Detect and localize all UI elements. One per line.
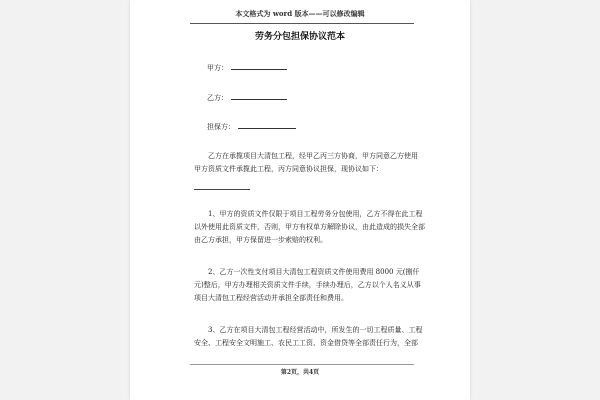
footer-rule xyxy=(190,364,414,365)
intro-line: 甲方资质文件承揽此工程，丙方同意协议担保，现协议如下： xyxy=(194,165,383,173)
page-header: 本文格式为 word 版本——可以修改编辑 xyxy=(235,9,365,18)
guarantor-blank xyxy=(238,122,296,129)
clause-3-paragraph xyxy=(194,324,423,350)
party-b-field xyxy=(207,93,287,103)
clause-2-line: 2、乙方一次性支付项目大清包工程资质文件使用费用 8000 元(捌仟 xyxy=(208,268,420,276)
party-a-blank xyxy=(231,63,287,70)
clause-3-line: 安全、工程安全文明施工、农民工工资、资金借贷等全部责任行为，全部 xyxy=(194,339,418,347)
clause-2-line: 元)整后，甲方办理相关资质文件手续，手续办理后，乙方以个人名义从事 xyxy=(194,281,421,289)
party-a-label: 甲方： xyxy=(207,64,228,72)
clause-2-paragraph xyxy=(194,266,421,305)
document-page xyxy=(130,0,470,400)
clause-1-line: 由乙方承担，甲方保留进一步索赔的权利。 xyxy=(194,236,327,244)
party-a-field xyxy=(207,63,287,73)
clause-2-line: 项目大清包工程经营活动并承担全部责任和费用。 xyxy=(194,294,348,302)
clause-3-line: 3、乙方在项目大清包工程经营活动中，所发生的一切工程质量、工程 xyxy=(208,326,423,334)
clause-1-line: 1、甲方的资质文件仅限于项目工程劳务分包使用，乙方不得在此工程 xyxy=(208,210,423,218)
header-rule xyxy=(190,23,414,24)
intro-line: 乙方在承揽项目大清包工程，经甲乙丙三方协商，甲方同意乙方使用 xyxy=(208,152,418,160)
intro-paragraph xyxy=(194,150,416,176)
intro-blank-rule xyxy=(194,189,250,190)
page-number: 第2页，共4页 xyxy=(280,369,320,376)
party-b-blank xyxy=(231,93,287,100)
guarantor-label: 担保方： xyxy=(207,123,235,131)
guarantor-field xyxy=(207,122,296,132)
party-b-label: 乙方： xyxy=(207,94,228,102)
document-title: 劳务分包担保协议范本 xyxy=(254,32,345,42)
clause-1-paragraph xyxy=(194,208,425,247)
clause-1-line: 以外使用此资质文件，否则，甲方有权单方解除协议，由此造成的损失全部 xyxy=(194,223,425,231)
